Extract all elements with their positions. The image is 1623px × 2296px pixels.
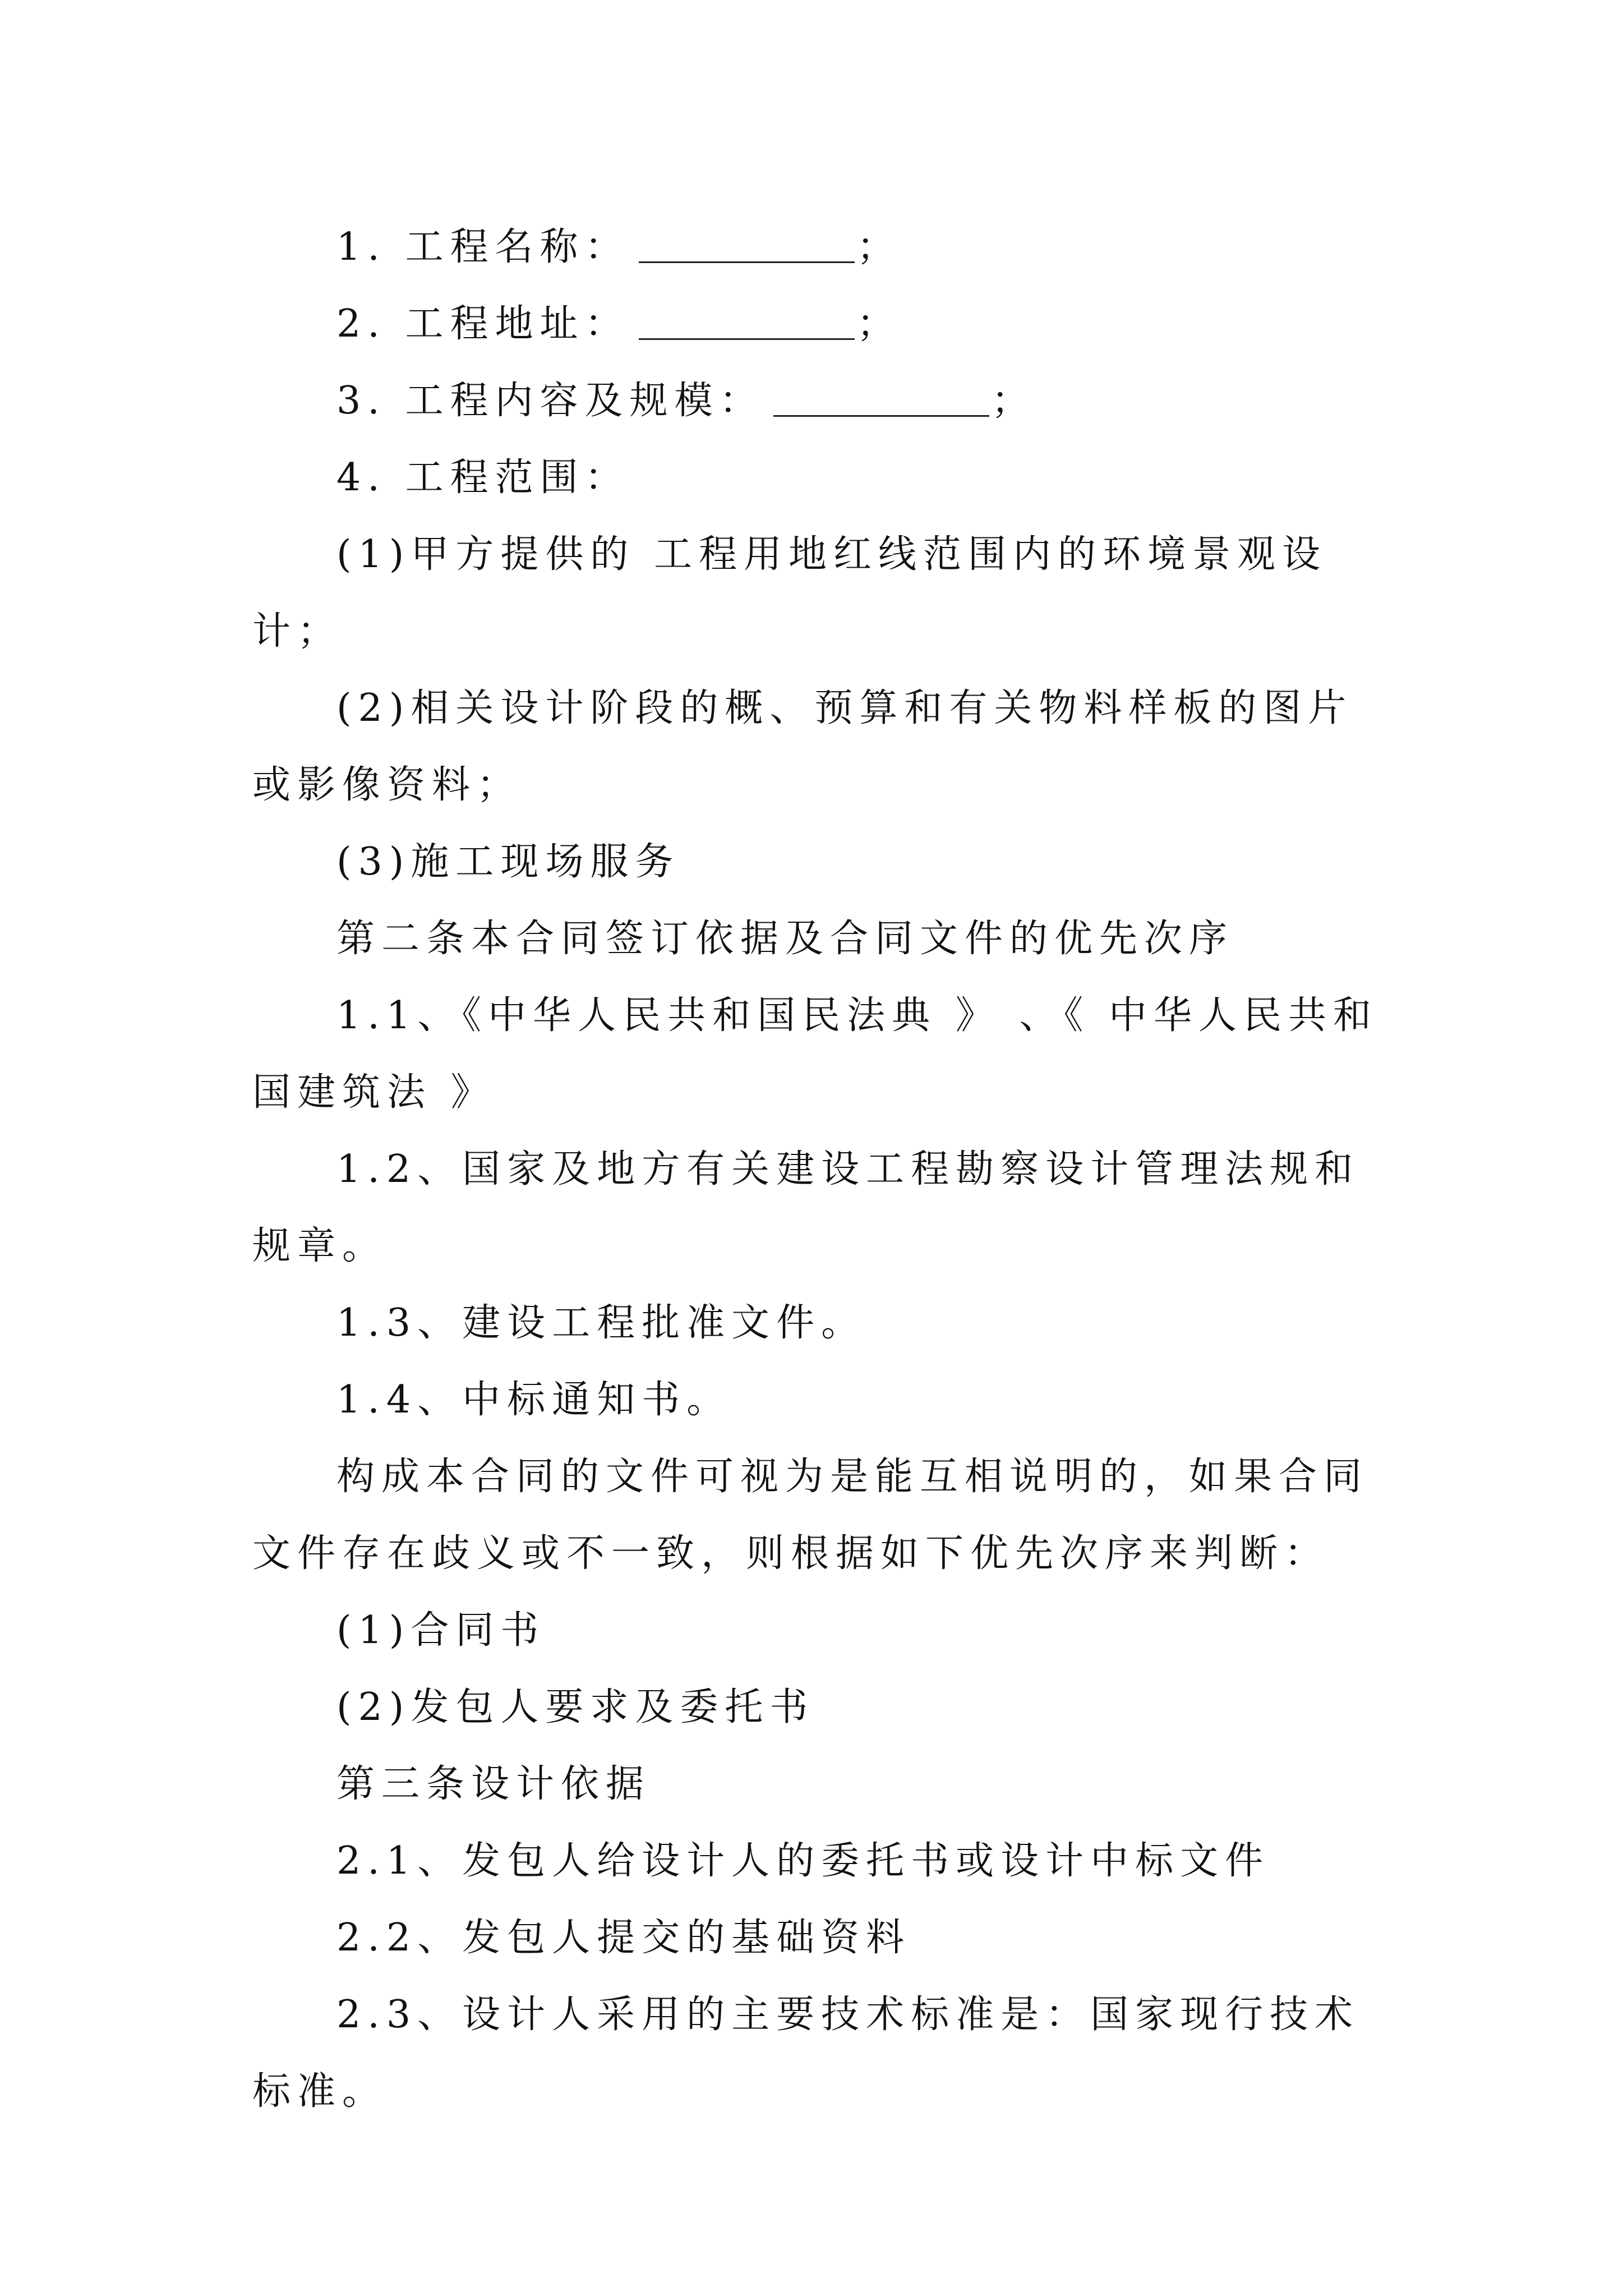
design-basis-2-2: 2.2、发包人提交的基础资料 xyxy=(336,1916,911,1960)
basis-item-1-1: 1.1、《中华人民共和国民法典 》 、《 中华人民共和国建筑法 》 xyxy=(252,993,1378,1115)
project-name-blank xyxy=(639,223,855,263)
project-address-terminator: ； xyxy=(856,302,902,346)
project-content-label: 3. 工程内容及规模： xyxy=(336,379,764,423)
project-name-label: 1. 工程名称： xyxy=(336,225,630,269)
project-name-terminator: ； xyxy=(856,225,902,269)
project-address-label: 2. 工程地址： xyxy=(336,302,630,346)
basis-item-1-3: 1.3、建设工程批准文件。 xyxy=(336,1301,866,1345)
design-basis-2-3: 2.3、设计人采用的主要技术标准是：国家现行技术标准。 xyxy=(252,1993,1360,2114)
priority-item-1: (1)合同书 xyxy=(336,1608,546,1653)
basis-item-1-4: 1.4、中标通知书。 xyxy=(336,1378,732,1422)
article-3-heading: 第三条设计依据 xyxy=(336,1762,651,1806)
priority-intro-paragraph: 构成本合同的文件可视为是能互相说明的，如果合同文件存在歧义或不一致，则根据如下优先次序来判断： xyxy=(252,1455,1369,1576)
project-address-blank xyxy=(639,300,855,340)
article-2-heading: 第二条本合同签订依据及合同文件的优先次序 xyxy=(336,917,1234,961)
project-name-line xyxy=(252,209,1385,286)
project-content-blank xyxy=(773,377,989,417)
scope-item-3: (3)施工现场服务 xyxy=(336,840,680,884)
priority-item-2: (2)发包人要求及委托书 xyxy=(336,1685,815,1729)
basis-item-1-2: 1.2、国家及地方有关建设工程勘察设计管理法规和规章。 xyxy=(252,1147,1360,1268)
project-content-line xyxy=(252,362,1385,439)
project-scope-heading: 4. 工程范围： xyxy=(336,455,630,500)
scope-item-1: (1)甲方提供的 工程用地红线范围内的环境景观设计； xyxy=(252,532,1327,654)
project-address-line xyxy=(252,286,1385,362)
design-basis-2-1: 2.1、发包人给设计人的委托书或设计中标文件 xyxy=(336,1839,1270,1883)
project-content-terminator: ； xyxy=(991,379,1036,423)
scope-item-2: (2)相关设计阶段的概、预算和有关物料样板的图片或影像资料； xyxy=(252,686,1353,807)
document-body xyxy=(252,209,1385,2130)
